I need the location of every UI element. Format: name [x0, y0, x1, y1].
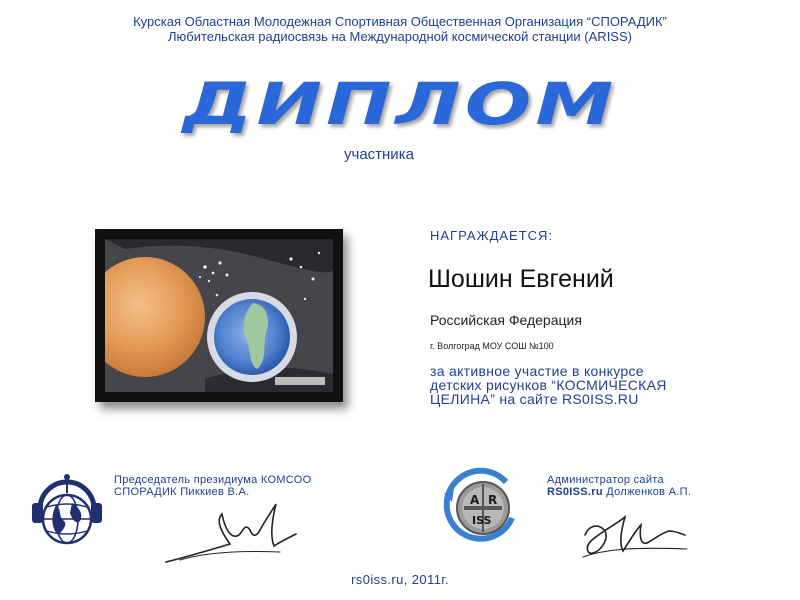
signature-left-icon [160, 490, 300, 570]
signature-right-icon [575, 495, 695, 575]
recipient-country: Российская Федерация [430, 312, 582, 328]
diploma-subtitle: участника [344, 146, 414, 163]
footer-site-year: rs0iss.ru, 2011г. [351, 572, 449, 587]
diploma-title: ДИПЛОМ [182, 70, 618, 138]
ariss-letter-r: R [488, 493, 498, 507]
right-signature-person-name: Долженков А.П. [602, 486, 692, 498]
komsoo-globe-logo-icon [28, 469, 106, 551]
ariss-letter-a: A [470, 493, 480, 507]
site-name: RS0ISS.ru [547, 486, 603, 498]
award-reason [430, 364, 780, 406]
ariss-letters-iss: ISS [472, 514, 492, 527]
header-organization: Курская Областная Молодежная Спортивная Общественная Организация “СПОРАДИК” [133, 14, 667, 29]
space-painting-image [105, 239, 333, 392]
award-reason-line: ЦЕЛИНА” на сайте RS0ISS.RU [430, 391, 639, 407]
award-reason-line: детских рисунков “КОСМИЧЕСКАЯ [430, 377, 667, 393]
right-signature-title: Администратор сайта [547, 474, 664, 486]
painting-frame [95, 229, 343, 402]
left-signature-person: СПОРАДИК Пиккиев В.А. [114, 486, 250, 498]
recipient-school: г. Волгоград МОУ СОШ №100 [430, 341, 554, 351]
left-signature-title: Председатель президиума КОМСОО [114, 474, 312, 486]
award-reason-line: за активное участие в конкурсе [430, 363, 644, 379]
header-ariss: Любительская радиосвязь на Международной космической станции (ARISS) [168, 29, 632, 44]
ariss-logo-icon [436, 464, 522, 550]
recipient-name: Шошин Евгений [428, 265, 614, 293]
awarded-label: НАГРАЖДАЕТСЯ: [430, 228, 554, 243]
